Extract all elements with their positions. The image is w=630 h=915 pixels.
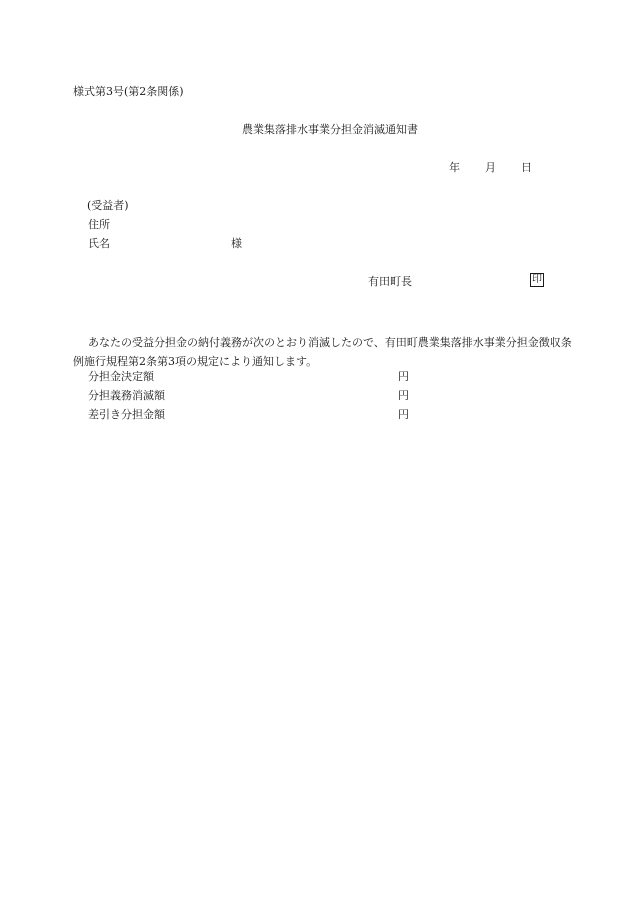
issuer-title: 有田町長 bbox=[368, 275, 412, 288]
amount-unit-extinguished: 円 bbox=[398, 389, 409, 402]
document-title: 農業集落排水事業分担金消滅通知書 bbox=[242, 123, 418, 136]
address-label: 住所 bbox=[88, 218, 110, 231]
notice-body: あなたの受益分担金の納付義務が次のとおり消滅したので、有田町農業集落排水事業分担金徴収条例施行規程第2条第3項の規定により通知します。 bbox=[73, 336, 572, 368]
amount-label-balance: 差引き分担金額 bbox=[88, 408, 165, 421]
name-label: 氏名 bbox=[88, 237, 110, 250]
seal-stamp: 印 bbox=[532, 274, 542, 285]
date-year-label: 年 bbox=[449, 161, 460, 174]
amount-unit-balance: 円 bbox=[398, 408, 409, 421]
recipient-heading: (受益者) bbox=[87, 199, 129, 212]
honorific: 様 bbox=[231, 237, 242, 250]
amount-label-decided: 分担金決定額 bbox=[88, 370, 154, 383]
amount-label-extinguished: 分担義務消滅額 bbox=[88, 389, 165, 402]
date-month-label: 月 bbox=[485, 161, 496, 174]
date-day-label: 日 bbox=[521, 161, 532, 174]
amount-unit-decided: 円 bbox=[398, 370, 409, 383]
form-number: 様式第3号(第2条関係) bbox=[73, 85, 184, 98]
